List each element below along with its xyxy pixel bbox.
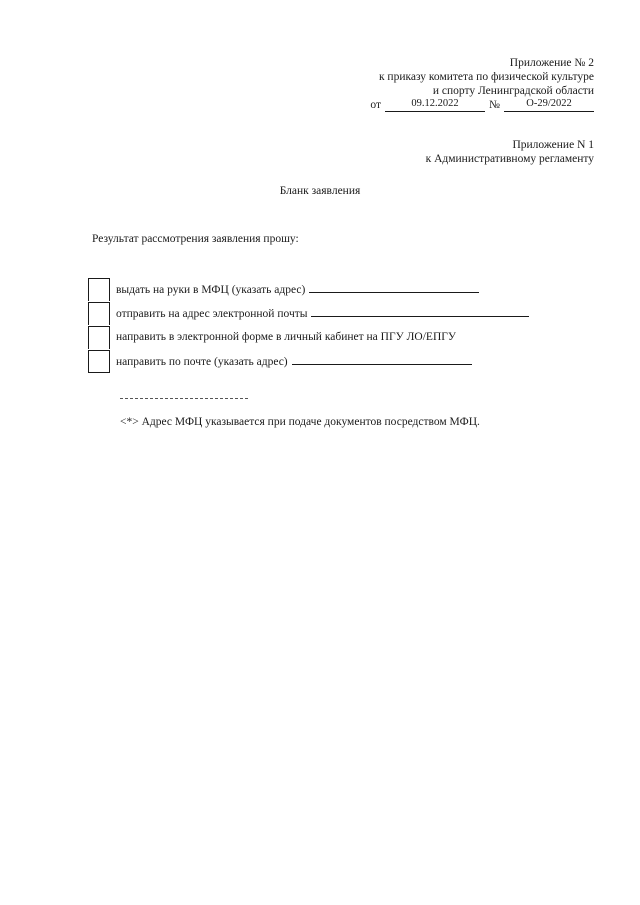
option-row-post bbox=[88, 349, 529, 373]
order-number-field: О-29/2022 bbox=[504, 98, 594, 112]
option-label-post bbox=[116, 354, 472, 368]
annex-1-regulation-line: к Административному регламенту bbox=[425, 153, 594, 165]
annex-2-order-line: к приказу комитета по физической культуре bbox=[378, 71, 594, 83]
option-row-portal bbox=[88, 325, 529, 349]
option-checkbox-post[interactable] bbox=[88, 350, 110, 373]
annex-2-date-line bbox=[370, 98, 594, 112]
from-label: от bbox=[370, 99, 382, 111]
email-address-line[interactable] bbox=[311, 306, 529, 317]
option-row-email bbox=[88, 301, 529, 325]
option-checkbox-mfc[interactable] bbox=[88, 278, 110, 301]
footnote-separator bbox=[120, 398, 248, 399]
delivery-options bbox=[88, 277, 529, 373]
annex-1-header bbox=[426, 138, 594, 166]
option-label-mfc-text: выдать на руки в МФЦ (указать адрес) bbox=[116, 284, 306, 296]
option-label-portal: направить в электронной форме в личный кабинет на ПГУ ЛО/ЕПГУ bbox=[116, 331, 457, 343]
number-label: № bbox=[489, 99, 500, 111]
annex-1-title: Приложение N 1 bbox=[512, 139, 594, 151]
annex-2-title: Приложение № 2 bbox=[509, 57, 594, 69]
option-checkbox-portal[interactable] bbox=[88, 326, 110, 349]
mfc-address-line[interactable] bbox=[309, 282, 479, 293]
form-title: Бланк заявления bbox=[279, 185, 361, 197]
option-label-post-text: направить по почте (указать адрес) bbox=[116, 356, 288, 368]
order-date-field: 09.12.2022 bbox=[385, 98, 485, 112]
result-request-text: Результат рассмотрения заявления прошу: bbox=[92, 233, 299, 245]
option-label-email bbox=[116, 306, 529, 320]
post-address-line[interactable] bbox=[292, 354, 472, 365]
annex-2-committee-line: и спорту Ленинградской области bbox=[432, 85, 594, 97]
option-row-mfc bbox=[88, 277, 529, 301]
option-label-email-text: отправить на адрес электронной почты bbox=[116, 308, 308, 320]
option-checkbox-email[interactable] bbox=[88, 302, 110, 325]
option-label-mfc bbox=[116, 282, 479, 296]
annex-2-header bbox=[370, 56, 594, 112]
footnote: <*> Адрес МФЦ указывается при подаче документов посредством МФЦ. bbox=[120, 416, 480, 428]
